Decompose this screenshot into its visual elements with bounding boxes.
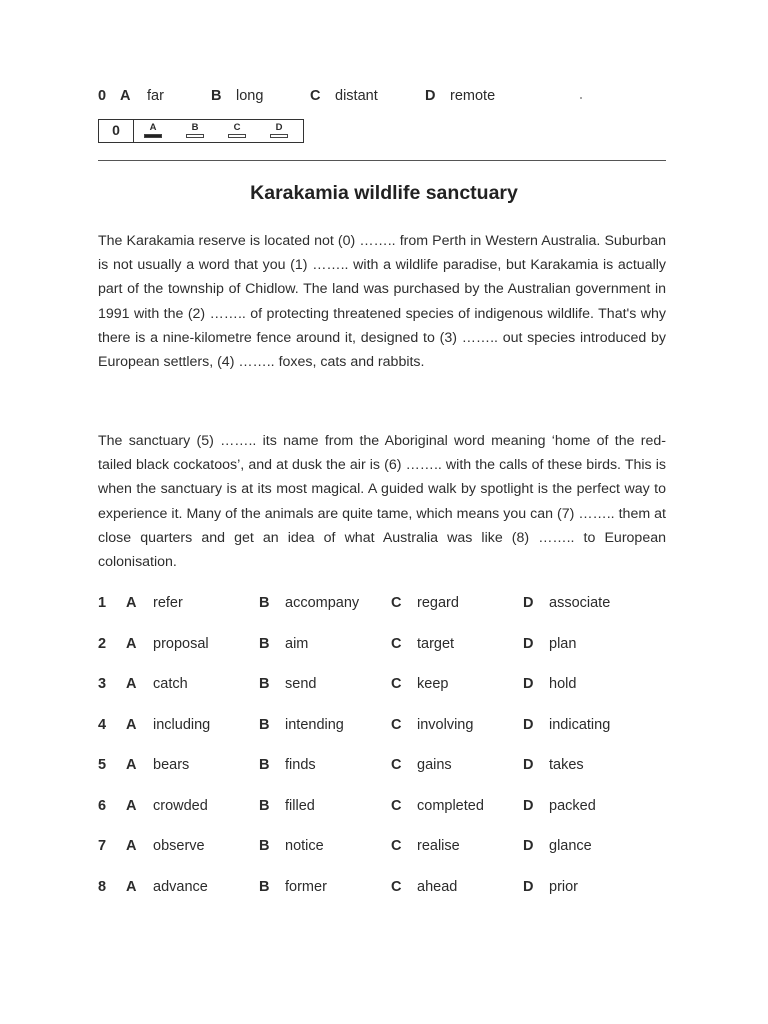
option-letter: C — [391, 635, 402, 652]
option-letter: D — [523, 595, 534, 611]
option-word[interactable]: target — [417, 635, 455, 652]
answer-letter: A — [149, 122, 157, 133]
example-option-word: remote — [450, 88, 496, 104]
option-word[interactable]: prior — [549, 878, 579, 895]
page-title: Karakamia wildlife sanctuary — [250, 182, 518, 204]
option-letter: A — [126, 716, 137, 733]
option-word[interactable]: ahead — [417, 878, 458, 895]
empty-answer-mark — [186, 134, 204, 138]
example-option-word: long — [236, 88, 264, 104]
example-option-letter: A — [120, 88, 131, 104]
option-word[interactable]: aim — [285, 635, 309, 652]
option-letter: C — [391, 878, 402, 895]
option-letter: D — [523, 797, 534, 814]
question-number: 3 — [98, 676, 107, 692]
option-word[interactable]: involving — [417, 716, 474, 733]
answer-letter: C — [233, 122, 241, 133]
option-letter: B — [259, 838, 270, 854]
answer-option-d[interactable] — [269, 122, 289, 138]
option-letter: A — [126, 757, 137, 773]
question-row — [98, 717, 698, 739]
option-word[interactable]: packed — [549, 797, 596, 814]
option-word[interactable]: regard — [417, 595, 459, 611]
option-word[interactable]: former — [285, 878, 327, 895]
question-number: 5 — [98, 757, 107, 773]
option-word[interactable]: send — [285, 676, 317, 692]
answer-option-b[interactable] — [185, 122, 205, 138]
question-row — [98, 838, 698, 860]
option-letter: A — [126, 878, 137, 895]
text-paragraph-1 — [98, 229, 666, 374]
option-letter: D — [523, 676, 534, 692]
answer-letter: B — [191, 122, 199, 133]
example-answer-box — [98, 119, 304, 143]
option-word[interactable]: crowded — [153, 797, 208, 814]
example-option-word: distant — [335, 88, 378, 104]
option-word[interactable]: proposal — [153, 635, 209, 652]
text-paragraph-2 — [98, 429, 666, 574]
question-number: 8 — [98, 878, 107, 895]
example-option-word: far — [147, 88, 164, 104]
option-word[interactable]: intending — [285, 716, 344, 733]
option-word[interactable]: finds — [285, 757, 316, 773]
option-letter: B — [259, 635, 270, 652]
option-word[interactable]: bears — [153, 757, 190, 773]
option-letter: D — [523, 716, 534, 733]
option-letter: A — [126, 676, 137, 692]
option-word[interactable]: refer — [153, 595, 183, 611]
option-word[interactable]: advance — [153, 878, 208, 895]
option-letter: C — [391, 595, 402, 611]
option-letter: B — [259, 595, 270, 611]
scan-speck — [580, 97, 582, 99]
example-option-letter: C — [310, 88, 321, 104]
option-letter: C — [391, 716, 402, 733]
example-number: 0 — [98, 88, 107, 104]
option-word[interactable]: observe — [153, 838, 205, 854]
question-row — [98, 879, 698, 901]
option-letter: C — [391, 676, 402, 692]
option-letter: B — [259, 716, 270, 733]
divider — [98, 160, 666, 161]
option-letter: B — [259, 797, 270, 814]
option-word[interactable]: including — [153, 716, 211, 733]
paragraph-text: The sanctuary (5) …….. its name from the Aboriginal word meaning ‘home of the red-tailed black cockatoos’, and at dusk the air is (6) …….. with the calls of these birds. This is when the sanctuary is at its most magical. A guided walk by spotlight is the perfect way to experience it. Many of the animals are quite tame, which means you can (7) …….. them at close quarters and get an idea of what Australia was like (8) …….. to European colonisation. — [98, 433, 666, 571]
option-letter: D — [523, 757, 534, 773]
option-word[interactable]: plan — [549, 635, 577, 652]
answer-option-c[interactable] — [227, 122, 247, 138]
option-word[interactable]: indicating — [549, 716, 611, 733]
answer-letter: D — [275, 122, 283, 133]
option-word[interactable]: notice — [285, 838, 324, 854]
empty-answer-mark — [270, 134, 288, 138]
option-letter: C — [391, 838, 402, 854]
example-option-letter: D — [425, 88, 436, 104]
question-row — [98, 595, 698, 617]
option-word[interactable]: glance — [549, 838, 592, 854]
option-letter: B — [259, 757, 270, 773]
paragraph-text: The Karakamia reserve is located not (0) …….. from Perth in Western Australia. Suburban is not usually a word that you (1) …….. with a wildlife paradise, but Karakamia is actually part of the township of Chidlow. The land was purchased by the Australian government in 1991 with the (2) …….. of protecting threatened species of indigenous wildlife. That's why there is a nine-kilometre fence around it, designed to (3) …….. out species introduced by European settlers, (4) …….. foxes, cats and rabbits. — [98, 233, 666, 371]
question-number: 1 — [98, 595, 107, 611]
option-letter: B — [259, 878, 270, 895]
question-row — [98, 757, 698, 779]
empty-answer-mark — [228, 134, 246, 138]
option-letter: A — [126, 838, 137, 854]
option-letter: A — [126, 635, 137, 652]
option-letter: C — [391, 757, 402, 773]
question-number: 4 — [98, 716, 107, 733]
option-letter: A — [126, 797, 137, 814]
question-number: 7 — [98, 838, 107, 854]
option-letter: A — [126, 595, 137, 611]
option-word[interactable]: takes — [549, 757, 584, 773]
filled-answer-mark — [144, 134, 162, 138]
option-word[interactable]: realise — [417, 838, 460, 854]
example-option-letter: B — [211, 88, 222, 104]
question-number: 2 — [98, 635, 107, 652]
option-word[interactable]: catch — [153, 676, 188, 692]
option-word[interactable]: keep — [417, 676, 449, 692]
question-row — [98, 676, 698, 698]
option-word[interactable]: associate — [549, 595, 611, 611]
answer-option-a[interactable] — [143, 122, 163, 138]
question-number: 6 — [98, 797, 107, 814]
option-word[interactable]: completed — [417, 797, 484, 814]
answer-box-number: 0 — [99, 120, 134, 142]
option-word[interactable]: filled — [285, 797, 315, 814]
option-word[interactable]: accompany — [285, 595, 360, 611]
option-letter: D — [523, 878, 534, 895]
option-letter: B — [259, 676, 270, 692]
question-row — [98, 798, 698, 820]
option-letter: D — [523, 838, 534, 854]
option-letter: D — [523, 635, 534, 652]
option-letter: C — [391, 797, 402, 814]
option-word[interactable]: hold — [549, 676, 577, 692]
option-word[interactable]: gains — [417, 757, 452, 773]
question-row — [98, 636, 698, 658]
